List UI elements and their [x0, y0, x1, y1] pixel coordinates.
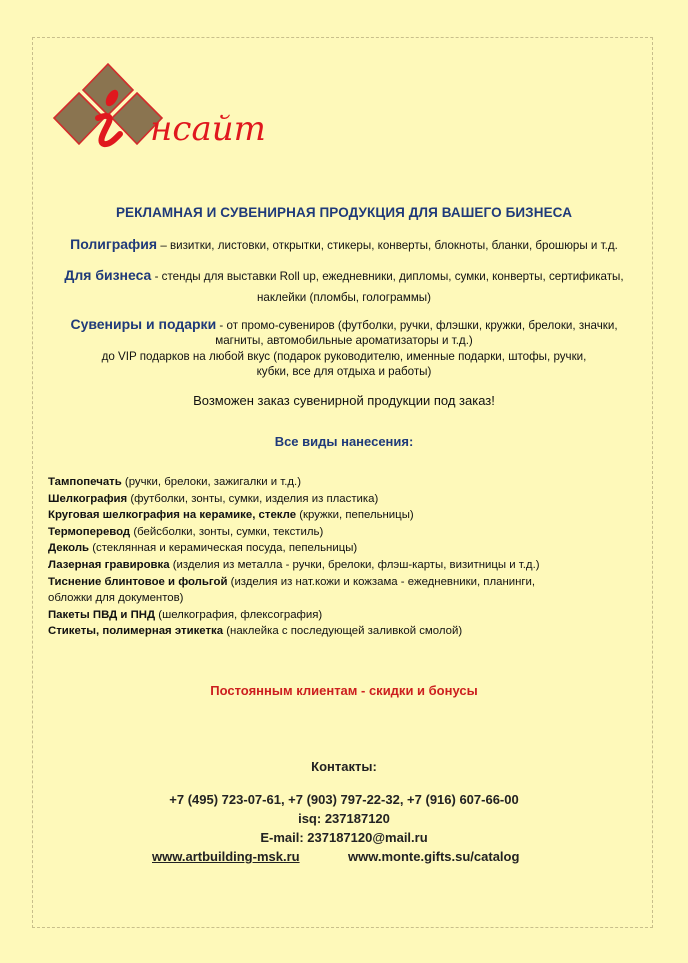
custom-order-note: Возможен заказ сувенирной продукции под заказ! [193, 393, 495, 408]
category-items: визитки, листовки, открытки, стикеры, конверты, блокноты, бланки, брошюры и т.д. [169, 239, 618, 252]
list-item: Шелкография (футболки, зонты, сумки, изделия из пластика) [48, 492, 379, 505]
category-items: стенды для выставки Roll up, ежедневники, дипломы, сумки, конверты, сертификаты, [161, 270, 624, 283]
category-label: Сувениры и подарки [70, 316, 217, 332]
promo-text: Постоянным клиентам - скидки и бонусы [210, 683, 478, 698]
list-item-cont: обложки для документов) [48, 592, 184, 605]
category-items-cont: наклейки (пломбы, голограммы) [256, 291, 432, 304]
category-label: Для бизнеса [64, 267, 152, 283]
category-items-cont: кубки, все для отдыха и работы) [256, 365, 432, 378]
link-artbuilding[interactable]: www.artbuilding-msk.ru [152, 849, 300, 864]
insait-logo [50, 58, 280, 158]
category-business [0, 267, 688, 285]
category-items: от промо-сувениров (футболки, ручки, флэшки, кружки, брелоки, значки, [226, 319, 618, 332]
contact-email[interactable]: E-mail: 237187120@mail.ru [260, 830, 428, 845]
contacts-title: Контакты: [311, 759, 377, 774]
list-item: Лазерная гравировка (изделия из металла - ручки, брелоки, флэш-карты, визитницы и т.д.) [48, 558, 540, 571]
link-monte-gifts[interactable]: www.monte.gifts.su/catalog [348, 849, 520, 864]
contact-isq: isq: 237187120 [298, 811, 390, 826]
list-item: Круговая шелкография на керамике, стекле (кружки, пепельницы) [48, 509, 414, 522]
category-separator: – [157, 239, 170, 252]
methods-title: Все виды нанесения: [274, 434, 414, 449]
category-separator: - [216, 319, 227, 332]
list-item: Пакеты ПВД и ПНД (шелкография, флексография) [48, 608, 323, 621]
category-items-cont: магниты, автомобильные ароматизаторы и т.д.) [215, 334, 473, 347]
category-items-cont: до VIP подарков на любой вкус (подарок руководителю, именные подарки, штофы, ручки, [101, 350, 587, 363]
page-title: РЕКЛАМНАЯ И СУВЕНИРНАЯ ПРОДУКЦИЯ ДЛЯ ВАШЕГО БИЗНЕСА [115, 205, 573, 220]
category-label: Полиграфия [70, 236, 158, 252]
list-item: Стикеты, полимерная этикетка (наклейка с последующей заливкой смолой) [48, 625, 463, 638]
list-item: Деколь (стеклянная и керамическая посуда, пепельницы) [48, 542, 358, 555]
category-souvenirs [0, 316, 688, 334]
methods-list [48, 474, 540, 640]
list-item: Тампопечать (ручки, брелоки, зажигалки и т.д.) [48, 476, 301, 488]
category-separator: - [151, 270, 162, 283]
contact-phones: +7 (495) 723-07-61, +7 (903) 797-22-32, +7 (916) 607-66-00 [169, 792, 519, 807]
list-item: Тиснение блинтовое и фольгой (изделия из нат.кожи и кожзама - ежедневники, планинги, [48, 575, 536, 588]
list-item: Термоперевод (бейсболки, зонты, сумки, текстиль) [48, 525, 324, 538]
brand-wordmark: нсайт [150, 109, 266, 149]
category-polygraphy [0, 236, 688, 254]
